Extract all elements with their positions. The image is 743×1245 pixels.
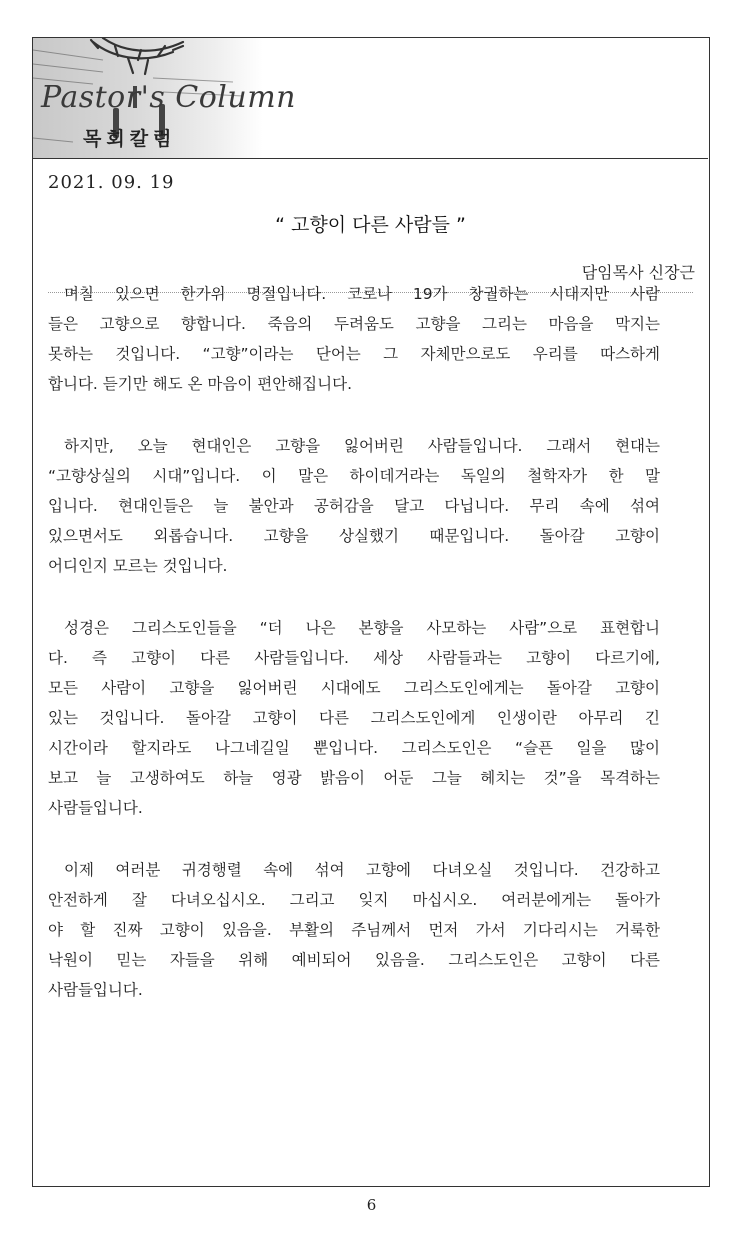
- paragraph: [48, 855, 660, 1005]
- paragraph-line: 사람들입니다.: [48, 981, 143, 999]
- paragraph-line: 다. 즉 고향이 다른 사람들입니다. 세상 사람들과는 고향이 다르기에,: [48, 649, 660, 667]
- column-header: [33, 38, 708, 159]
- paragraph-line: 들은 고향으로 향합니다. 죽음의 두려움도 고향을 그리는 마음을 막지는: [48, 315, 660, 333]
- paragraph-line: 있으면서도 외롭습니다. 고향을 상실했기 때문입니다. 돌아갈 고향이: [48, 527, 660, 545]
- paragraph-line: 시간이라 할지라도 나그네길일 뿐입니다. 그리스도인은 “슬픈 일을 많이: [48, 739, 660, 757]
- article-body: [48, 279, 660, 1037]
- column-title-english: Pastor's Column: [41, 80, 296, 115]
- paragraph-line: 성경은 그리스도인들을 “더 나은 본향을 사모하는 사람”으로 표현합니: [64, 619, 660, 637]
- paragraph-line: 이제 여러분 귀경행렬 속에 섞여 고향에 다녀오실 것입니다. 건강하고: [64, 861, 660, 879]
- page-number: 6: [366, 1196, 377, 1214]
- article-title: “ 고향이 다른 사람들 ”: [275, 214, 466, 236]
- paragraph-line: 모든 사람이 고향을 잃어버린 시대에도 그리스도인에게는 돌아갈 고향이: [48, 679, 660, 697]
- paragraph: [48, 431, 660, 581]
- paragraph: [48, 279, 660, 399]
- paragraph-line: 합니다. 듣기만 해도 온 마음이 편안해집니다.: [48, 375, 353, 393]
- paragraph-line: “고향상실의 시대”입니다. 이 말은 하이데거라는 독일의 철학자가 한 말: [48, 467, 660, 485]
- paragraph-line: 하지만, 오늘 현대인은 고향을 잃어버린 사람들입니다. 그래서 현대는: [64, 437, 660, 455]
- column-title-korean: 목회칼럼: [83, 128, 177, 150]
- paragraph-line: 못하는 것입니다. “고향”이라는 단어는 그 자체만으로도 우리를 따스하게: [48, 345, 660, 363]
- paragraph-line: 안전하게 잘 다녀오십시오. 그리고 잊지 마십시오. 여러분에게는 돌아가: [48, 891, 660, 909]
- paragraph: [48, 613, 660, 823]
- paragraph-line: 며칠 있으면 한가위 명절입니다. 코로나 19가 창궐하는 시대지만 사람: [64, 285, 660, 303]
- column-date: 2021. 09. 19: [48, 172, 175, 193]
- paragraph-line: 사람들입니다.: [48, 799, 143, 817]
- paragraph-line: 낙원이 믿는 자들을 위해 예비되어 있음을. 그리스도인은 고향이 다른: [48, 951, 660, 969]
- paragraph-line: 어디인지 모르는 것입니다.: [48, 557, 228, 575]
- article-author: 담임목사 신장근: [581, 263, 695, 282]
- paragraph-line: 보고 늘 고생하여도 하늘 영광 밝음이 어둔 그늘 헤치는 것”을 목격하는: [48, 769, 660, 787]
- paragraph-line: 야 할 진짜 고향이 있음을. 부활의 주님께서 먼저 가서 기다리시는 거룩한: [48, 921, 660, 939]
- paragraph-line: 있는 것입니다. 돌아갈 고향이 다른 그리스도인에게 인생이란 아무리 긴: [48, 709, 660, 727]
- paragraph-line: 입니다. 현대인들은 늘 불안과 공허감을 달고 다닙니다. 무리 속에 섞여: [48, 497, 660, 515]
